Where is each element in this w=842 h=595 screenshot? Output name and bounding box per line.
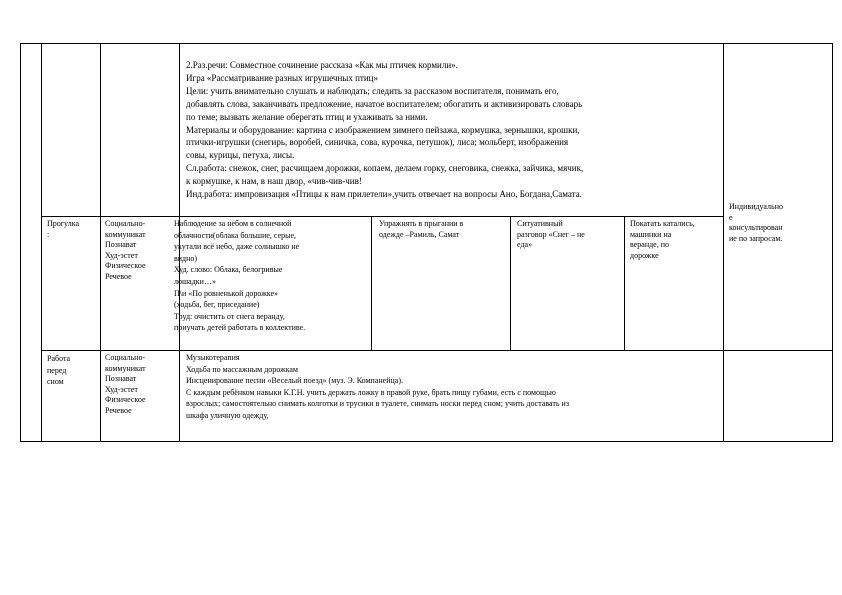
individual-consultations (729, 202, 783, 244)
walk-observation (174, 218, 305, 334)
text-line: перед (47, 365, 67, 375)
text-line: С каждым ребёнком навыки К.Г.Н. учить держать ложку в правой руке, брать пищу губами, есть с помощью (186, 387, 556, 397)
text-line: разговор «Снег – не (517, 229, 585, 239)
text-line: Работа (47, 354, 71, 363)
text-line: Физическое (105, 395, 146, 404)
text-line: взрослых; самостоятельно снимать колготки и трусики в туалете, снимать носки перед сном; учить доставать из (186, 399, 569, 409)
before-sleep-label (47, 353, 70, 388)
text-line: совы, курицы, петуха, лисы. (186, 150, 295, 161)
text-line: лошадки…» (174, 276, 216, 286)
col-line-2 (100, 44, 101, 441)
before-sleep-areas (105, 353, 146, 416)
text-line: Прогулка (47, 219, 80, 228)
text-line: Социально- (105, 219, 146, 228)
text-line: е (729, 212, 733, 222)
text-line: птички-игрушки (снегирь, воробей, синичка, сова, курочка, петушок), лиса; мольберт, изображения (186, 137, 569, 148)
text-line: шкафа уличную одежду, (186, 410, 269, 420)
text-line: Цели: учить внимательно слушать и наблюдать; следить за рассказом воспитателя, понимать его, (186, 85, 559, 96)
text-line: Речевое (105, 271, 132, 281)
text-line: Ходьба по массажным дорожкам (186, 364, 298, 374)
text-line: к кормушке, к нам, в наш двор, «чив-чив-чив! (186, 176, 362, 187)
text-line: Социально- (105, 353, 146, 362)
text-line: Познават (105, 240, 137, 249)
plan-table (20, 43, 833, 442)
text-line: Инсценирование песни «Веселый поезд» (муз. Э. Компанейца). (186, 376, 403, 386)
text-line: одежде –Рамиль, Самат (379, 229, 460, 239)
col-line-4 (723, 44, 724, 441)
text-line: консультирован (729, 223, 783, 232)
text-line: П\и «По ровненькой дорожке» (174, 288, 278, 298)
text-line: добавлять слова, заканчивать предложение, начатое воспитателем; обогатить и активизировать словарь (186, 98, 583, 109)
col-line-r2-a (371, 216, 372, 350)
walk-areas (105, 219, 146, 282)
text-line: : (47, 229, 50, 239)
text-line: по теме; вызвать желание оберегать птиц и ухаживать за ними. (186, 111, 428, 122)
walk-individual-work (379, 219, 463, 240)
text-line: Инд.работа: импровизация «Птицы к нам прилетели»,учить отвечает на вопросы Ано, Богдана,Самата. (186, 189, 582, 200)
text-line: еда» (517, 240, 533, 249)
col-line-1 (41, 44, 42, 441)
text-line: Музыкотерапия (186, 353, 240, 362)
text-line: Материалы и оборудование: картина с изображением зимнего пейзажа, кормушка, зернышки, крошки, (186, 124, 580, 135)
text-line: ие по запросам. (729, 233, 783, 243)
text-line: Речевое (105, 405, 132, 415)
text-line: коммуникат (105, 229, 146, 239)
text-line: видно) (174, 253, 198, 263)
row-line-2 (41, 350, 833, 351)
text-line: Покатать катались, (630, 219, 695, 228)
text-line: Упражнять в прыгании в (379, 219, 464, 228)
text-line: облачности(облака большие, серые, (174, 230, 297, 240)
walk-independent-activity (630, 219, 695, 261)
text-line: Познават (105, 374, 137, 383)
before-sleep-content (186, 352, 569, 422)
walk-situational-talk (517, 219, 585, 251)
text-line: Худ-эстет (105, 250, 138, 260)
walk-label (47, 219, 79, 240)
text-line: Худ-эстет (105, 384, 138, 394)
text-line: дорожке (630, 250, 659, 260)
text-line: Наблюдение за небом в солнечной (174, 219, 292, 228)
text-line: Физическое (105, 261, 146, 270)
text-line: (ходьба, бег, приседание) (174, 300, 260, 310)
text-line: Индивидуально (729, 202, 783, 211)
text-line: веранде, по (630, 240, 670, 249)
text-line: укутали всё небо, даже солнышко не (174, 242, 300, 252)
text-line: Игра «Рассматривание разных игрушечных птиц» (186, 72, 378, 83)
col-line-r2-b (510, 216, 511, 350)
text-line: Труд: очистить от снега веранду, (174, 311, 285, 321)
text-line: Худ. слово: Облака, белогривые (174, 265, 283, 275)
text-line: Ситуативный (517, 219, 563, 228)
text-line: сном (47, 377, 64, 386)
col-line-r2-c (624, 216, 625, 350)
row-line-1 (41, 216, 723, 217)
text-line: приучать детей работать в коллективе. (174, 323, 306, 333)
speech-development-content (186, 59, 583, 201)
text-line: коммуникат (105, 363, 146, 373)
text-line: машинки на (630, 229, 672, 239)
text-line: 2.Раз.речи: Совместное сочинение рассказа «Как мы птичек кормили». (186, 60, 458, 70)
text-line: Сл.работа: снежок, снег, расчищаем дорожки, копаем, делаем горку, снеговика, снежка, зайчика, мячик, (186, 163, 584, 174)
